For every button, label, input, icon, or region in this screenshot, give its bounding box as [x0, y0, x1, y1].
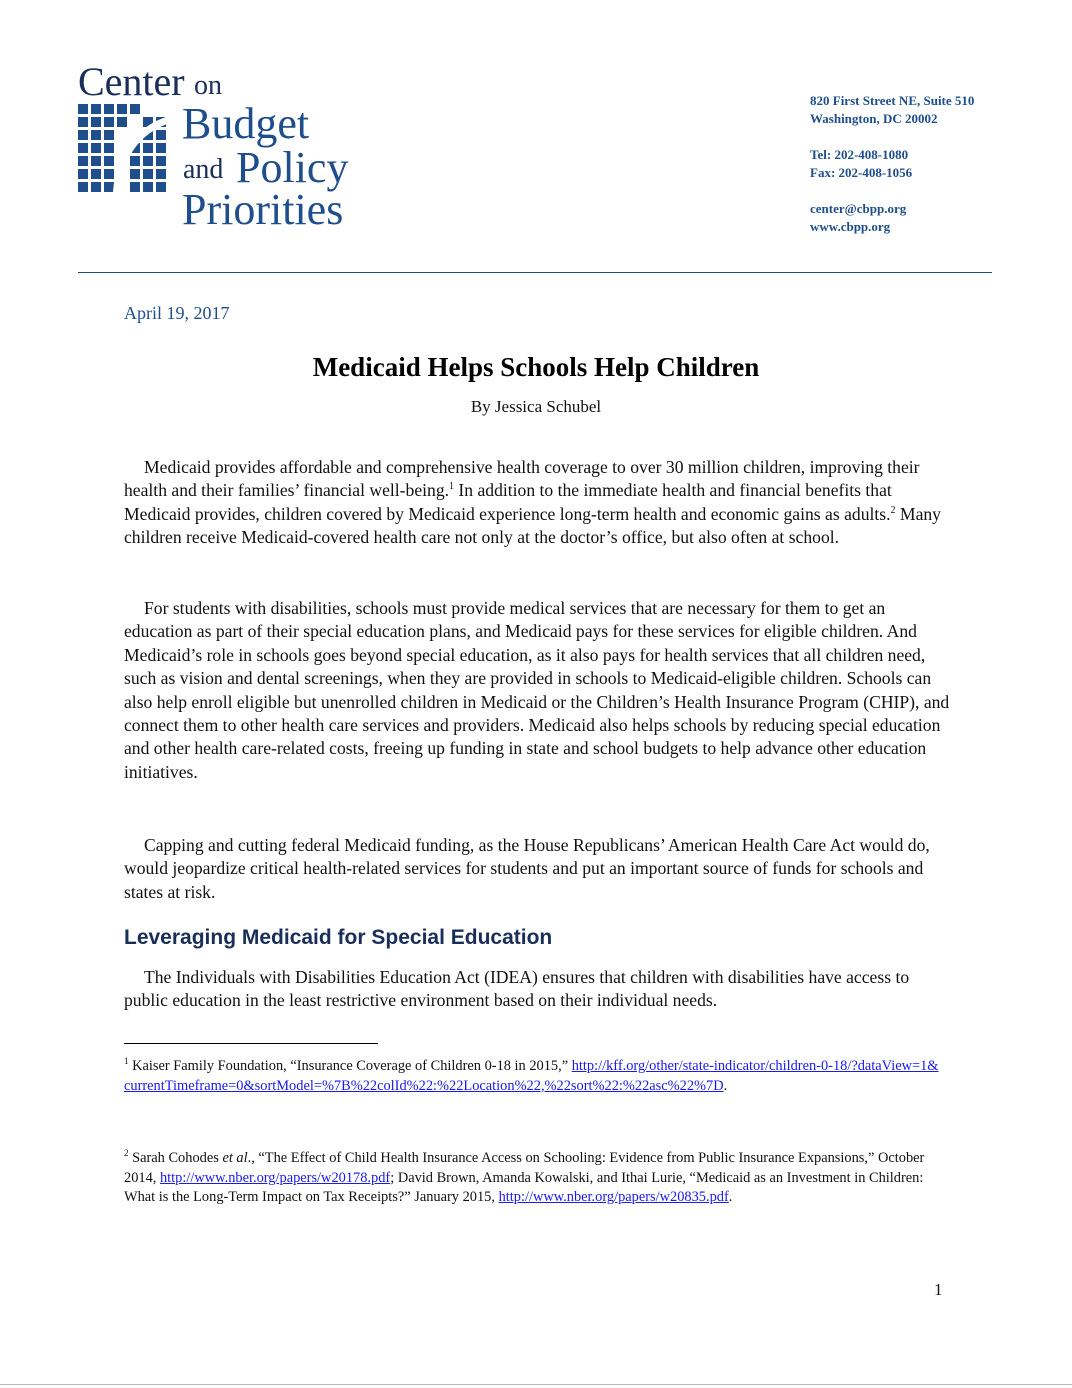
paragraph-3-text: Capping and cutting federal Medicaid funding, as the House Republicans’ American Health Care Act would do, would jeopardize critical health-related services for students and put an important source of funds for schools and states at risk. — [124, 835, 930, 902]
paragraph-4 — [124, 966, 954, 1013]
cbpp-logo — [78, 58, 378, 238]
footnote-divider — [124, 1043, 378, 1044]
footnote-2-text-b: ., “The Effect of Child Health Insurance Access on Schooling: Evidence from Public Insurance Expansions,” October 2014, — [124, 1150, 925, 1186]
footnote-ref-2[interactable]: 2 — [890, 504, 896, 516]
address-email: center@cbpp.org — [810, 201, 907, 216]
paragraph-2 — [124, 597, 954, 784]
header-divider — [78, 272, 992, 273]
footnote-2-number: 2 — [124, 1148, 129, 1159]
paragraph-1-part-b: In addition to the immediate health and financial benefits that Medicaid provides, children covered by Medicaid experience long-term health and economic gains as adults. — [124, 480, 892, 524]
address-web: www.cbpp.org — [810, 219, 891, 234]
paragraph-1 — [124, 456, 954, 550]
page-number: 1 — [934, 1280, 943, 1299]
paragraph-1-part-a: Medicaid provides affordable and comprehensive health coverage to over 30 million children, improving their health and their families’ financial well-being. — [124, 457, 920, 501]
footnote-1 — [124, 1057, 944, 1096]
footnote-1-link[interactable]: http://kff.org/other/state-indicator/children-0-18/?dataView=1&currentTimeframe=0&sortModel=%7B%22colId%22:%22Location%22,%22sort%22:%22asc%22%7D — [124, 1058, 939, 1094]
page-bottom-edge — [0, 1384, 1072, 1385]
logo-word-on: on — [194, 70, 222, 101]
page-title: Medicaid Helps Schools Help Children — [312, 352, 760, 382]
footnote-2-end: . — [728, 1189, 733, 1206]
footnote-1-number: 1 — [124, 1056, 129, 1067]
address-block — [810, 92, 1030, 236]
publication-date: April 19, 2017 — [124, 303, 230, 323]
footnote-2-link-1[interactable]: http://www.nber.org/papers/w20178.pdf — [159, 1169, 391, 1186]
byline: By Jessica Schubel — [470, 397, 602, 416]
address-tel: Tel: 202-408-1080 — [810, 147, 909, 162]
address-fax: Fax: 202-408-1056 — [810, 165, 913, 180]
section-heading: Leveraging Medicaid for Special Education — [124, 926, 553, 949]
footnote-ref-1[interactable]: 1 — [449, 481, 455, 493]
logo-word-and: and — [183, 154, 224, 185]
footnote-2-link-2[interactable]: http://www.nber.org/papers/w20835.pdf — [498, 1189, 729, 1206]
footnote-1-text: Kaiser Family Foundation, “Insurance Coverage of Children 0-18 in 2015,” — [128, 1058, 572, 1074]
logo-word-policy: Policy — [236, 143, 349, 192]
paragraph-2-text: For students with disabilities, schools must provide medical services that are necessary for them to get an education as part of their special education plans, and Medicaid pays for these services for eligible children. And Medicaid’s role in schools goes beyond special education, as it also pays for health services that all children need, such as vision and dental screenings, when they are provided in schools to Medicaid-eligible children. Schools can also help enroll eligible but unenrolled children in Medicaid or the Children’s Health Insurance Program (CHIP), and connect them to other health care services and providers. Medicaid also helps schools by reducing special education and other health care-related costs, freeing up funding in state and school budgets to help advance other education initiatives. — [124, 598, 950, 782]
address-street: 820 First Street NE, Suite 510 — [810, 93, 975, 108]
footnote-1-end: . — [723, 1077, 728, 1094]
paragraph-1-part-c: Many children receive Medicaid-covered health care not only at the doctor’s office, but also often at school. — [124, 503, 941, 548]
address-city: Washington, DC 20002 — [810, 111, 938, 126]
footnote-2-etal: et al — [222, 1150, 248, 1166]
footnote-2 — [124, 1149, 944, 1208]
paragraph-4-text: The Individuals with Disabilities Education Act (IDEA) ensures that children with disabilities have access to public education in the least restrictive environment based on their individual needs. — [124, 967, 910, 1011]
building-grid-logo-mark — [78, 104, 174, 200]
footnote-2-text-c: ; David Brown, Amanda Kowalski, and Ithai Lurie, “Medicaid as an Investment in Children: What is the Long-Term Impact on Tax Receipts?” January 2015, — [124, 1169, 924, 1206]
logo-word-priorities: Priorities — [182, 185, 344, 234]
footnote-2-text-a: Sarah Cohodes — [128, 1150, 223, 1166]
paragraph-3 — [124, 834, 954, 904]
logo-word-center: Center — [78, 59, 185, 104]
logo-word-budget: Budget — [182, 99, 310, 148]
